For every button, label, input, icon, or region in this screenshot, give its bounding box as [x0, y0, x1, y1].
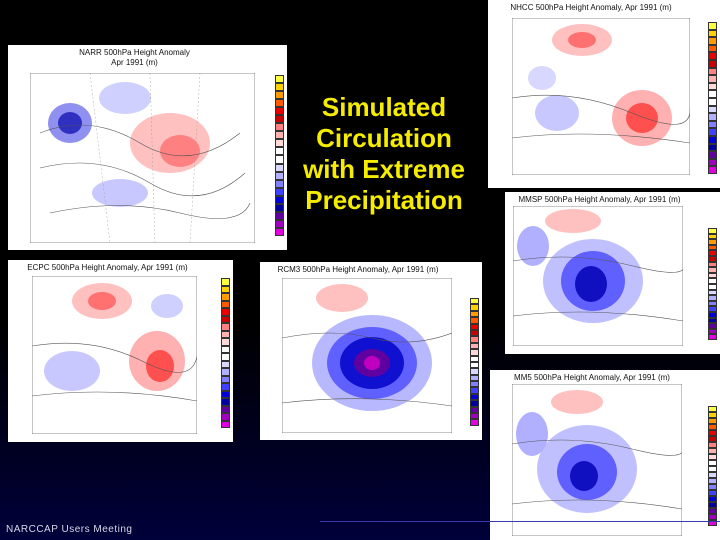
colorbar-swatch [708, 136, 717, 144]
colorbar-swatch [275, 204, 284, 212]
mm5i-colorbar [708, 406, 717, 526]
colorbar-swatch [708, 144, 717, 152]
mm5p-anomaly-map-panel [505, 192, 720, 354]
ncep-map-title: NHCC 500hPa Height Anomaly, Apr 1991 (m) [510, 3, 672, 12]
ncep-anomaly-map [512, 18, 690, 175]
colorbar-swatch [708, 68, 717, 76]
rcm3-anomaly-map [282, 278, 452, 433]
colorbar-swatch [221, 323, 230, 331]
mm5i-map-title: MM5 500hPa Height Anomaly, Apr 1991 (m) [514, 373, 670, 382]
mm5p-map-title: MMSP 500hPa Height Anomaly, Apr 1991 (m) [518, 195, 681, 204]
colorbar-swatch [708, 121, 717, 129]
colorbar-swatch [221, 406, 230, 414]
footer-text: NARCCAP Users Meeting [6, 524, 133, 535]
colorbar-swatch [275, 83, 284, 91]
colorbar-swatch [221, 383, 230, 391]
colorbar-swatch [221, 346, 230, 354]
colorbar-swatch [708, 166, 717, 174]
colorbar-swatch [708, 60, 717, 68]
colorbar-swatch [275, 172, 284, 180]
footer-divider [320, 521, 720, 522]
ecpc-colorbar [221, 278, 230, 428]
colorbar-swatch [221, 398, 230, 406]
colorbar-swatch [275, 188, 284, 196]
headline-line-4: Precipitation [305, 185, 463, 215]
colorbar-swatch [275, 99, 284, 107]
colorbar-swatch [221, 286, 230, 294]
colorbar-swatch [275, 75, 284, 83]
colorbar-swatch [708, 83, 717, 91]
ncep-colorbar [708, 22, 717, 174]
ncep-anomaly-map-panel [488, 0, 720, 188]
rcm3-map-title: RCM3 500hPa Height Anomaly, Apr 1991 (m) [277, 265, 439, 274]
colorbar-swatch [221, 301, 230, 309]
colorbar-swatch [221, 421, 230, 429]
colorbar-swatch [221, 361, 230, 369]
colorbar-swatch [275, 131, 284, 139]
headline-line-1: Simulated [321, 92, 447, 122]
colorbar-swatch [221, 331, 230, 339]
colorbar-swatch [708, 45, 717, 53]
colorbar-swatch [275, 220, 284, 228]
colorbar-swatch [708, 98, 717, 106]
colorbar-swatch [275, 107, 284, 115]
colorbar-swatch [275, 91, 284, 99]
colorbar-swatch [221, 338, 230, 346]
colorbar-swatch [708, 159, 717, 167]
colorbar-swatch [708, 22, 717, 30]
colorbar-swatch [275, 212, 284, 220]
colorbar-swatch [275, 196, 284, 204]
headline-line-3: with Extreme [303, 154, 465, 184]
mm5i-anomaly-map [512, 384, 682, 536]
colorbar-swatch [470, 419, 479, 425]
mm5i-anomaly-map-panel [490, 370, 720, 540]
mm5p-colorbar [708, 228, 717, 340]
colorbar-swatch [708, 128, 717, 136]
colorbar-swatch [275, 228, 284, 236]
colorbar-swatch [708, 151, 717, 159]
slide-headline [294, 92, 474, 216]
colorbar-swatch [708, 30, 717, 38]
colorbar-swatch [221, 353, 230, 361]
ecpc-anomaly-map [32, 276, 197, 434]
colorbar-swatch [221, 368, 230, 376]
narr-anomaly-map [30, 73, 255, 243]
colorbar-swatch [275, 155, 284, 163]
headline-line-2: Circulation [316, 123, 452, 153]
ecpc-anomaly-map-panel [8, 260, 233, 442]
colorbar-swatch [708, 90, 717, 98]
colorbar-swatch [275, 180, 284, 188]
colorbar-swatch [708, 334, 717, 340]
colorbar-swatch [221, 308, 230, 316]
colorbar-swatch [221, 376, 230, 384]
colorbar-swatch [275, 164, 284, 172]
colorbar-swatch [275, 115, 284, 123]
rcm3-colorbar [470, 298, 479, 426]
colorbar-swatch [708, 113, 717, 121]
ecpc-map-title: ECPC 500hPa Height Anomaly, Apr 1991 (m) [27, 263, 188, 272]
colorbar-swatch [708, 37, 717, 45]
narr-colorbar [275, 75, 284, 236]
colorbar-swatch [221, 293, 230, 301]
colorbar-swatch [221, 413, 230, 421]
colorbar-swatch [221, 316, 230, 324]
colorbar-swatch [221, 391, 230, 399]
colorbar-swatch [708, 52, 717, 60]
narr-anomaly-map-panel [8, 45, 287, 250]
narr-map-title: NARR 500hPa Height Anomaly Apr 1991 (m) [79, 48, 190, 67]
colorbar-swatch [275, 147, 284, 155]
colorbar-swatch [221, 278, 230, 286]
rcm3-anomaly-map-panel [260, 262, 482, 440]
colorbar-swatch [275, 139, 284, 147]
colorbar-swatch [708, 75, 717, 83]
colorbar-swatch [708, 106, 717, 114]
colorbar-swatch [275, 123, 284, 131]
mm5p-anomaly-map [513, 206, 683, 346]
